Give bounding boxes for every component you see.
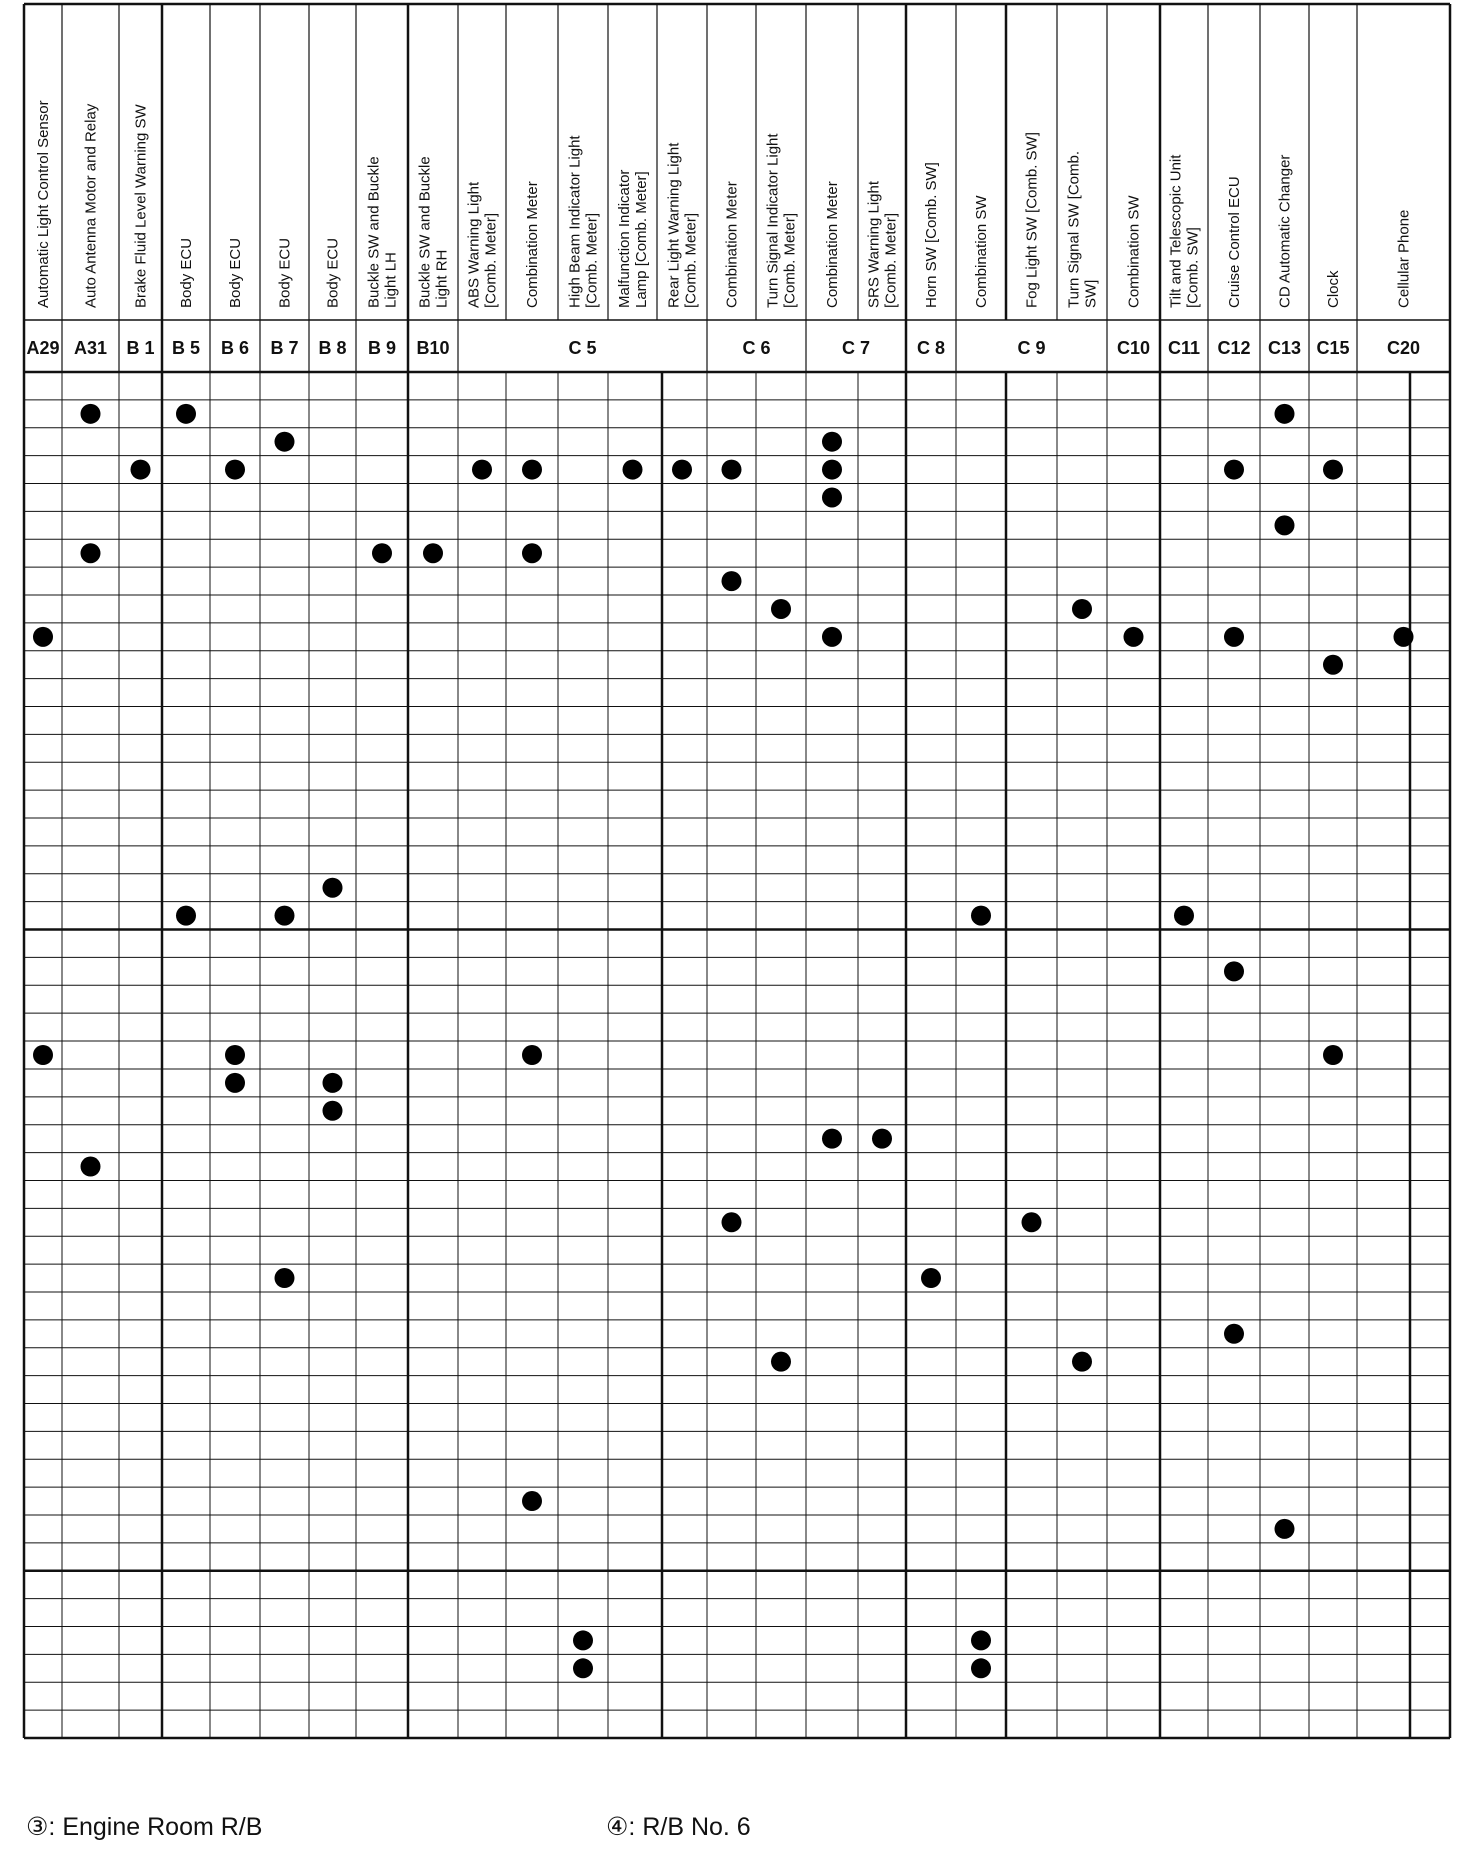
connection-dot (722, 571, 742, 591)
connector-code: B 7 (270, 338, 299, 358)
column-header-label: Body ECU (276, 237, 294, 308)
column-header-label: [Comb. Meter] (882, 212, 900, 308)
connection-dot (1072, 1352, 1092, 1372)
connection-dot (771, 599, 791, 619)
connector-code-merged: C 5 (568, 338, 597, 358)
connector-code: B 6 (220, 338, 250, 358)
column-header-label: High Beam Indicator Light (566, 135, 584, 308)
column-header-label: Cellular Phone (1395, 209, 1413, 308)
connector-code: C15 (1316, 338, 1350, 358)
connector-code: B 5 (171, 338, 201, 358)
connection-dot (822, 1129, 842, 1149)
connection-dot (81, 404, 101, 424)
connection-dot (472, 460, 492, 480)
connection-dot (573, 1658, 593, 1678)
connection-dot (225, 1073, 245, 1093)
connector-code: C 8 (916, 338, 946, 358)
connection-dot (921, 1268, 941, 1288)
connection-dot (1275, 515, 1295, 535)
connection-dot (522, 460, 542, 480)
connection-dot (1224, 1324, 1244, 1344)
connection-dot (722, 1212, 742, 1232)
connection-dot (225, 1045, 245, 1065)
column-header-label: Body ECU (324, 237, 342, 308)
connection-dot (722, 460, 742, 480)
legend-marker: ③ (26, 1813, 49, 1841)
column-header-label: Auto Antenna Motor and Relay (82, 103, 100, 308)
connection-dot (423, 543, 443, 563)
column-header-label: [Comb. Meter] (682, 212, 700, 308)
connection-dot (275, 1268, 295, 1288)
column-headers (35, 100, 1413, 308)
connection-dot (33, 627, 53, 647)
connector-code-merged: C 7 (841, 338, 871, 358)
connection-dot (872, 1129, 892, 1149)
connection-dot (573, 1630, 593, 1650)
legend-text: Engine Room R/B (62, 1813, 263, 1841)
connection-dot (1323, 655, 1343, 675)
connection-dot (522, 543, 542, 563)
connection-dot (1124, 627, 1144, 647)
column-header-label: CD Automatic Changer (1276, 154, 1294, 308)
column-header-label: Body ECU (227, 237, 244, 308)
connection-dot (323, 878, 343, 898)
column-header-label: Body ECU (178, 237, 195, 308)
connector-code: B10 (416, 338, 450, 358)
connection-dot (1224, 627, 1244, 647)
connection-dot (176, 404, 196, 424)
connection-dot (1394, 627, 1414, 647)
connection-dot (1224, 961, 1244, 981)
column-header-label: Combination SW (1125, 195, 1143, 308)
connector-code-merged: C 6 (742, 338, 771, 358)
connection-dot (672, 460, 692, 480)
column-header-label: SW] (1082, 279, 1100, 308)
connection-dot (1323, 460, 1343, 480)
column-header-label: Combination Meter (824, 181, 841, 308)
connector-codes (26, 338, 1420, 358)
connection-dot (81, 1157, 101, 1177)
connection-dot (225, 460, 245, 480)
connection-dot (1224, 460, 1244, 480)
column-header-label: [Comb. Meter] (482, 212, 500, 308)
legend-rb-no6: ④: R/B No. 6 (606, 1813, 751, 1841)
connection-dot (372, 543, 392, 563)
legend-engine-room-rb: ③: Engine Room R/B (26, 1813, 263, 1841)
connector-code: C11 (1167, 338, 1201, 358)
column-header-label: Fog Light SW [Comb. SW] (1023, 132, 1041, 308)
legend-text: R/B No. 6 (642, 1813, 751, 1841)
connection-dot (623, 460, 643, 480)
column-header-label: Combination SW (973, 195, 990, 308)
connection-dot (131, 460, 151, 480)
connector-code: C12 (1217, 338, 1251, 358)
column-header-label: Turn Signal Indicator Light (764, 133, 782, 308)
legend-marker: ④ (606, 1813, 629, 1841)
column-header-label: ABS Warning Light (465, 181, 483, 308)
connection-dot (822, 432, 842, 452)
connection-dot (522, 1491, 542, 1511)
connection-dot (323, 1101, 343, 1121)
column-header-label: Cruise Control ECU (1226, 176, 1243, 308)
connection-dot (1323, 1045, 1343, 1065)
connector-code: C20 (1386, 338, 1421, 358)
column-header-label: Light LH (382, 252, 400, 308)
column-header-label: Lamp [Comb. Meter] (633, 171, 650, 308)
column-header-label: [Comb. SW] (1184, 227, 1202, 308)
column-header-label: Automatic Light Control Sensor (35, 100, 52, 308)
connector-code: C13 (1267, 338, 1302, 358)
connection-dot (1275, 1519, 1295, 1539)
column-header-label: Brake Fluid Level Warning SW (132, 104, 150, 308)
column-header-label: Buckle SW and Buckle (416, 156, 434, 308)
connection-dot (522, 1045, 542, 1065)
connector-code: A31 (73, 338, 108, 358)
column-header-label: Combination Meter (723, 181, 741, 308)
connection-dot (176, 906, 196, 926)
connector-code: C10 (1116, 338, 1151, 358)
connection-dot (971, 1630, 991, 1650)
column-header-label: Combination Meter (524, 181, 541, 308)
connection-dot (81, 543, 101, 563)
connection-dot (971, 1658, 991, 1678)
connection-dot (1022, 1212, 1042, 1232)
column-header-label: Horn SW [Comb. SW] (923, 162, 940, 308)
column-header-label: Turn Signal SW [Comb. (1065, 151, 1083, 308)
column-header-label: SRS Warning Light (865, 180, 883, 308)
column-header-label: Clock (1325, 270, 1342, 308)
column-header-label: [Comb. Meter] (583, 212, 601, 308)
column-header-label: Light RH (433, 249, 451, 308)
connection-dot (1072, 599, 1092, 619)
connection-dot (275, 432, 295, 452)
connection-dot (822, 460, 842, 480)
connector-code: B 9 (367, 338, 397, 358)
connection-dot (971, 906, 991, 926)
connection-dot (771, 1352, 791, 1372)
column-header-label: [Comb. Meter] (781, 212, 799, 308)
connector-code: A29 (26, 338, 60, 358)
column-header-label: Rear Light Warning Light (665, 142, 683, 308)
column-header-label: Buckle SW and Buckle (365, 156, 383, 308)
column-header-label: Tilt and Telescopic Unit (1167, 154, 1185, 308)
connector-code-merged: C 9 (1017, 338, 1046, 358)
connection-dot (323, 1073, 343, 1093)
connection-dot (1174, 906, 1194, 926)
connection-dot (275, 906, 295, 926)
connector-code: B 8 (318, 338, 347, 358)
connection-dot (33, 1045, 53, 1065)
connection-dot (1275, 404, 1295, 424)
column-header-label: Malfunction Indicator (616, 169, 633, 308)
connection-dot (822, 627, 842, 647)
connection-dot (822, 487, 842, 507)
connector-code: B 1 (126, 338, 155, 358)
